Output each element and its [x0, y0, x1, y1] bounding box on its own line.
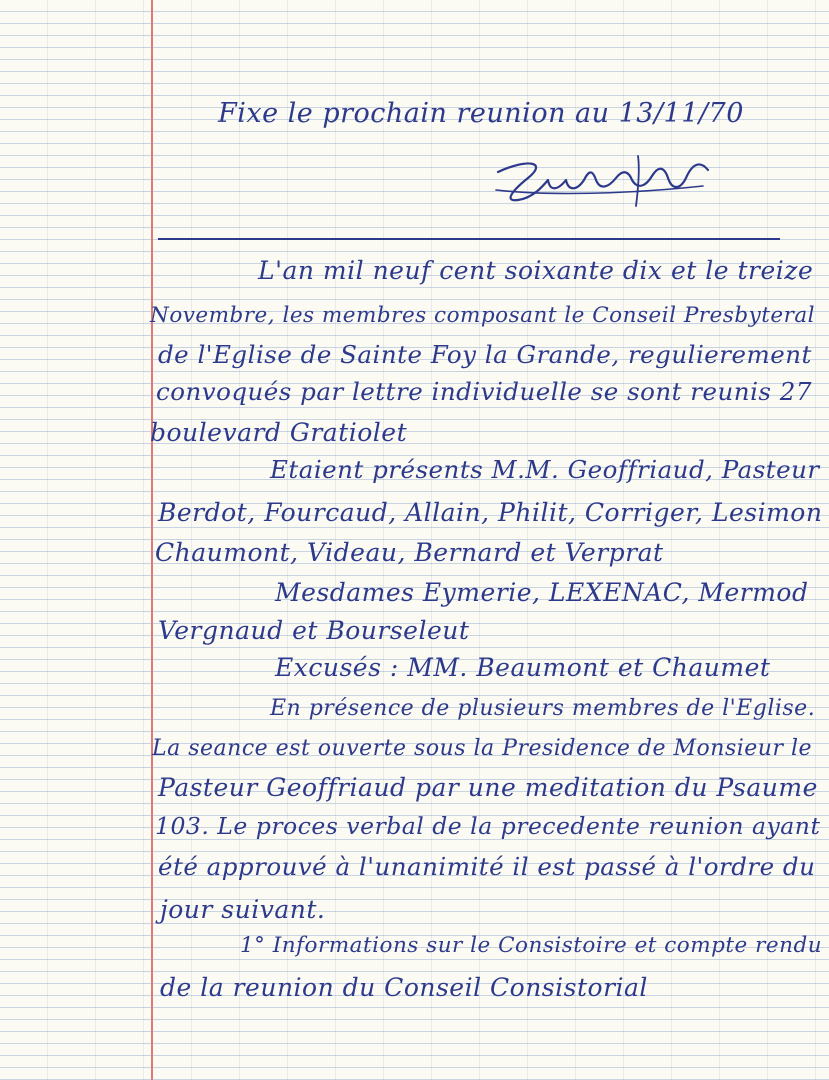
text-line: Excusés : MM. Beaumont et Chaumet — [275, 653, 771, 682]
text-line: Chaumont, Videau, Bernard et Verprat — [155, 538, 664, 567]
text-line: jour suivant. — [160, 895, 326, 924]
text-line: 103. Le proces verbal de la precedente reunion ayant — [155, 812, 821, 840]
handwritten-signature — [488, 150, 718, 210]
text-line: Pasteur Geoffriaud par une meditation du Psaume — [158, 773, 818, 802]
next-meeting-note: Fixe le prochain reunion au 13/11/70 — [218, 98, 744, 129]
text-line: 1° Informations sur le Consistoire et compte rendu — [240, 933, 823, 958]
text-line: été approuvé à l'unanimité il est passé à l'ordre du — [158, 852, 816, 881]
section-divider — [158, 238, 780, 240]
text-line: En présence de plusieurs membres de l'Eglise. — [270, 696, 816, 721]
text-line: de l'Eglise de Sainte Foy la Grande, regulierement — [158, 340, 812, 369]
text-line: Berdot, Fourcaud, Allain, Philit, Corriger, Lesimon — [158, 498, 823, 527]
text-line: boulevard Gratiolet — [150, 418, 408, 447]
text-line: Novembre, les membres composant le Conseil Presbyteral — [150, 303, 816, 328]
text-line: Etaient présents M.M. Geoffriaud, Pasteur — [270, 455, 820, 484]
text-line: L'an mil neuf cent soixante dix et le treize — [258, 256, 814, 285]
text-line: Mesdames Eymerie, LEXENAC, Mermod — [275, 578, 809, 607]
text-line: Vergnaud et Bourseleut — [158, 616, 470, 645]
text-line: de la reunion du Conseil Consistorial — [160, 973, 648, 1002]
text-line: La seance est ouverte sous la Presidence de Monsieur le — [152, 736, 813, 761]
text-line: convoqués par lettre individuelle se sont reunis 27 — [156, 377, 812, 406]
margin-line — [151, 0, 153, 1080]
